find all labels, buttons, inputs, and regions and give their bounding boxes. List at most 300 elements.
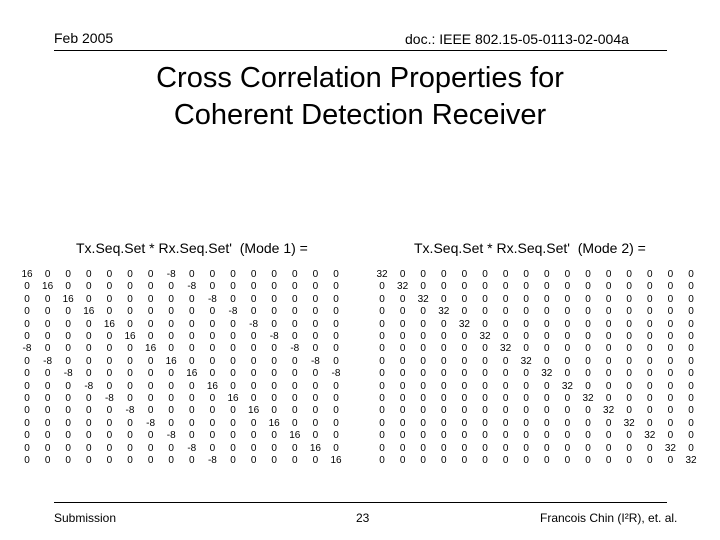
matrix-cell: 0 <box>647 405 653 417</box>
matrix-cell: 0 <box>230 405 236 417</box>
matrix-cell: 0 <box>292 368 298 380</box>
matrix-cell: 0 <box>147 331 154 342</box>
matrix-cell: 16 <box>330 455 342 466</box>
matrix-cell: 0 <box>626 331 632 342</box>
matrix-cell: 0 <box>86 405 92 417</box>
matrix-cell: 0 <box>44 306 51 318</box>
matrix-cell: 0 <box>482 306 488 318</box>
matrix-cell: -8 <box>187 442 197 454</box>
matrix-cell: 0 <box>65 281 71 293</box>
matrix-cell: 0 <box>209 306 216 318</box>
matrix-cell: 0 <box>626 306 632 318</box>
matrix-cell: 0 <box>230 430 236 442</box>
matrix-cell: 0 <box>209 269 216 280</box>
matrix-cell: 0 <box>86 455 92 466</box>
matrix-cell: 0 <box>605 417 612 429</box>
matrix-cell: 0 <box>605 318 612 330</box>
matrix-cell: 32 <box>685 455 697 466</box>
matrix-cell: 0 <box>564 331 571 342</box>
matrix-cell: 0 <box>379 380 385 392</box>
matrix-cell: 0 <box>250 355 257 367</box>
matrix-cell: 16 <box>62 293 74 305</box>
matrix-cell: 0 <box>523 405 529 417</box>
matrix-cell: 0 <box>44 417 51 429</box>
matrix-cell: 0 <box>230 380 236 392</box>
matrix-cell: 0 <box>605 306 612 318</box>
matrix-cell: 0 <box>564 318 571 330</box>
matrix-cell: 0 <box>292 455 298 466</box>
matrix-cell: 0 <box>399 417 406 429</box>
footer-page-number: 23 <box>356 511 370 525</box>
matrix-cell: 0 <box>292 306 298 318</box>
matrix-cell: 0 <box>420 355 426 367</box>
matrix-cell: 0 <box>585 281 591 293</box>
matrix-cell: 0 <box>189 306 195 318</box>
matrix-cell: 0 <box>523 380 529 392</box>
matrix-cell: 0 <box>333 393 339 404</box>
matrix-cell: 0 <box>271 430 277 442</box>
matrix-cell: 0 <box>420 281 426 293</box>
matrix-cell: 0 <box>564 442 571 454</box>
matrix-cell: 0 <box>44 269 51 280</box>
matrix-cell: 0 <box>44 405 51 417</box>
matrix-cell: 0 <box>461 306 468 318</box>
matrix-cell: 0 <box>189 455 195 466</box>
matrix-cell: 0 <box>168 393 174 404</box>
matrix-cell: 0 <box>420 417 426 429</box>
matrix-cell: 0 <box>585 430 591 442</box>
matrix-cell: 0 <box>688 306 694 318</box>
matrix-cell: 0 <box>147 293 154 305</box>
matrix-cell: 0 <box>106 269 113 280</box>
matrix-cell: 0 <box>379 430 385 442</box>
matrix-cell: 0 <box>271 368 277 380</box>
matrix-cell: 0 <box>106 293 113 305</box>
mode2-matrix <box>372 269 712 469</box>
matrix-cell: 0 <box>147 318 154 330</box>
matrix-cell: 0 <box>312 293 319 305</box>
matrix-cell: 0 <box>688 343 694 355</box>
matrix-cell: 0 <box>502 281 509 293</box>
matrix-cell: 0 <box>333 380 339 392</box>
matrix-cell: 0 <box>502 380 509 392</box>
matrix-cell: 0 <box>271 269 277 280</box>
matrix-cell: 0 <box>209 442 216 454</box>
matrix-cell: 0 <box>544 455 550 466</box>
matrix-cell: 0 <box>605 455 612 466</box>
matrix-cell: 0 <box>189 380 195 392</box>
matrix-cell: 0 <box>127 380 133 392</box>
matrix-cell: -8 <box>166 269 176 280</box>
matrix-cell: 0 <box>461 368 468 380</box>
matrix-cell: 0 <box>461 405 468 417</box>
matrix-cell: 0 <box>667 355 674 367</box>
matrix-cell: 0 <box>441 293 447 305</box>
title-line-1: Cross Correlation Properties for <box>156 62 564 94</box>
matrix-cell: 0 <box>333 417 339 429</box>
matrix-cell: 0 <box>168 331 174 342</box>
matrix-cell: 0 <box>65 269 71 280</box>
matrix-cell: 0 <box>44 430 51 442</box>
matrix-cell: 0 <box>292 355 298 367</box>
matrix-cell: 0 <box>420 343 426 355</box>
matrix-cell: 0 <box>647 343 653 355</box>
matrix-cell: 0 <box>44 293 51 305</box>
matrix-cell: 32 <box>582 393 594 404</box>
matrix-cell: 0 <box>564 281 571 293</box>
matrix-cell: 0 <box>482 430 488 442</box>
matrix-cell: 0 <box>647 269 653 280</box>
matrix-cell: 0 <box>44 318 51 330</box>
matrix-cell: 0 <box>168 380 174 392</box>
matrix-cell: 0 <box>667 331 674 342</box>
matrix-cell: 0 <box>24 293 30 305</box>
matrix-cell: 0 <box>271 281 277 293</box>
matrix-cell: 0 <box>65 430 71 442</box>
matrix-cell: 16 <box>268 417 280 429</box>
matrix-cell: 0 <box>312 455 319 466</box>
matrix-cell: 0 <box>292 380 298 392</box>
matrix-cell: 0 <box>250 343 257 355</box>
matrix-cell: 0 <box>230 355 236 367</box>
matrix-cell: 0 <box>312 368 319 380</box>
matrix-cell: 0 <box>461 331 468 342</box>
footer-author: Francois Chin (I²R), et. al. <box>540 511 678 525</box>
matrix-cell: 0 <box>544 442 550 454</box>
matrix-cell: 32 <box>500 343 512 355</box>
matrix-cell: 0 <box>65 442 71 454</box>
matrix-cell: 0 <box>168 442 174 454</box>
matrix-cell: 0 <box>209 331 216 342</box>
matrix-cell: 0 <box>482 293 488 305</box>
matrix-cell: 0 <box>626 343 632 355</box>
mode1-matrix <box>17 269 357 469</box>
matrix-cell: 0 <box>312 281 319 293</box>
matrix-cell: 32 <box>438 306 450 318</box>
matrix-cell: 0 <box>147 269 154 280</box>
matrix-cell: 0 <box>65 331 71 342</box>
matrix-cell: 16 <box>145 343 157 355</box>
matrix-cell: 0 <box>379 318 385 330</box>
matrix-cell: 0 <box>482 393 488 404</box>
matrix-cell: 0 <box>271 393 277 404</box>
matrix-cell: 0 <box>65 343 71 355</box>
matrix-cell: 16 <box>103 318 115 330</box>
matrix-cell: 16 <box>83 306 95 318</box>
matrix-cell: 0 <box>44 368 51 380</box>
matrix-cell: 0 <box>667 293 674 305</box>
matrix-cell: 0 <box>564 306 571 318</box>
matrix-cell: -8 <box>84 380 94 392</box>
matrix-cell: 0 <box>147 393 154 404</box>
matrix-cell: 0 <box>147 368 154 380</box>
matrix-cell: 0 <box>24 393 30 404</box>
matrix-cell: 0 <box>647 368 653 380</box>
matrix-cell: 0 <box>647 355 653 367</box>
matrix-cell: 0 <box>86 417 92 429</box>
matrix-cell: 0 <box>333 355 339 367</box>
matrix-cell: -8 <box>63 368 73 380</box>
matrix-cell: 0 <box>420 269 426 280</box>
matrix-cell: 0 <box>461 281 468 293</box>
matrix-cell: 0 <box>106 380 113 392</box>
matrix-cell: 0 <box>502 442 509 454</box>
matrix-cell: 0 <box>379 306 385 318</box>
matrix-cell: 0 <box>482 405 488 417</box>
matrix-cell: 0 <box>482 269 488 280</box>
matrix-cell: 0 <box>461 442 468 454</box>
matrix-cell: 0 <box>564 430 571 442</box>
matrix-cell: 0 <box>688 368 694 380</box>
matrix-cell: 0 <box>399 355 406 367</box>
matrix-cell: 32 <box>644 430 656 442</box>
matrix-cell: 0 <box>127 455 133 466</box>
matrix-cell: 0 <box>106 368 113 380</box>
matrix-cell: 0 <box>626 355 632 367</box>
matrix-cell: 16 <box>186 368 198 380</box>
matrix-cell: 0 <box>106 455 113 466</box>
matrix-cell: 0 <box>523 368 529 380</box>
matrix-cell: 0 <box>65 393 71 404</box>
matrix-cell: 0 <box>230 293 236 305</box>
matrix-cell: 0 <box>168 318 174 330</box>
matrix-cell: 0 <box>523 269 529 280</box>
matrix-cell: 0 <box>189 318 195 330</box>
matrix-cell: 0 <box>147 355 154 367</box>
matrix-cell: 0 <box>250 331 257 342</box>
matrix-cell: 0 <box>292 417 298 429</box>
matrix-cell: 16 <box>227 393 239 404</box>
matrix-cell: 16 <box>248 405 260 417</box>
matrix-cell: -8 <box>146 417 156 429</box>
matrix-cell: 0 <box>564 355 571 367</box>
matrix-cell: 0 <box>250 293 257 305</box>
matrix-cell: 0 <box>523 293 529 305</box>
matrix-cell: 0 <box>605 269 612 280</box>
matrix-cell: 0 <box>147 380 154 392</box>
matrix-cell: 0 <box>106 417 113 429</box>
matrix-cell: 0 <box>127 343 133 355</box>
matrix-cell: 0 <box>564 417 571 429</box>
matrix-cell: 0 <box>271 442 277 454</box>
matrix-cell: 0 <box>502 430 509 442</box>
matrix-cell: 0 <box>292 293 298 305</box>
matrix-cell: 0 <box>86 368 92 380</box>
matrix-cell: 0 <box>502 355 509 367</box>
matrix-cell: 0 <box>482 455 488 466</box>
matrix-cell: 0 <box>168 455 174 466</box>
matrix-cell: 0 <box>24 455 30 466</box>
matrix-cell: 0 <box>482 442 488 454</box>
matrix-cell: 0 <box>461 417 468 429</box>
matrix-cell: 0 <box>168 281 174 293</box>
matrix-cell: 0 <box>688 331 694 342</box>
matrix-cell: 0 <box>312 380 319 392</box>
matrix-cell: 0 <box>502 318 509 330</box>
matrix-cell: 0 <box>461 455 468 466</box>
matrix-cell: 0 <box>502 455 509 466</box>
matrix-cell: 0 <box>605 442 612 454</box>
matrix-cell: 0 <box>564 293 571 305</box>
matrix-cell: 0 <box>189 293 195 305</box>
matrix-cell: 0 <box>250 306 257 318</box>
matrix-cell: 0 <box>626 269 632 280</box>
matrix-cell: 0 <box>292 331 298 342</box>
matrix-cell: 0 <box>667 368 674 380</box>
matrix-cell: 0 <box>420 455 426 466</box>
matrix-cell: 0 <box>189 343 195 355</box>
matrix-cell: 0 <box>544 306 550 318</box>
matrix-cell: 0 <box>482 343 488 355</box>
matrix-cell: 0 <box>461 380 468 392</box>
matrix-cell: 0 <box>24 442 30 454</box>
matrix-cell: 0 <box>44 331 51 342</box>
matrix-cell: -8 <box>22 343 32 355</box>
matrix-cell: -8 <box>125 405 135 417</box>
matrix-cell: 0 <box>399 269 406 280</box>
matrix-cell: 0 <box>605 430 612 442</box>
matrix-cell: 0 <box>250 281 257 293</box>
matrix-cell: 0 <box>168 368 174 380</box>
matrix-cell: 0 <box>147 442 154 454</box>
matrix-cell: 16 <box>42 281 54 293</box>
matrix-cell: 0 <box>420 405 426 417</box>
matrix-cell: 0 <box>230 343 236 355</box>
matrix-cell: 0 <box>271 318 277 330</box>
header-doc-id: doc.: IEEE 802.15-05-0113-02-004a <box>405 31 629 47</box>
matrix-cell: 0 <box>482 281 488 293</box>
matrix-cell: 0 <box>441 442 447 454</box>
matrix-cell: 0 <box>147 405 154 417</box>
matrix-cell: 0 <box>544 405 550 417</box>
matrix-cell: 0 <box>688 269 694 280</box>
matrix-cell: 0 <box>399 430 406 442</box>
matrix-cell: 0 <box>106 442 113 454</box>
matrix-cell: 0 <box>420 318 426 330</box>
matrix-cell: 0 <box>441 405 447 417</box>
matrix-cell: 0 <box>523 306 529 318</box>
matrix-cell: 0 <box>688 380 694 392</box>
matrix-cell: 0 <box>106 331 113 342</box>
matrix-cell: 0 <box>441 331 447 342</box>
matrix-cell: 0 <box>647 331 653 342</box>
matrix-cell: 0 <box>564 455 571 466</box>
matrix-cell: 0 <box>230 455 236 466</box>
matrix-cell: 0 <box>147 455 154 466</box>
matrix-cell: 0 <box>564 343 571 355</box>
matrix-cell: 0 <box>379 405 385 417</box>
matrix-cell: 0 <box>312 405 319 417</box>
matrix-cell: 0 <box>189 417 195 429</box>
matrix-cell: 0 <box>44 393 51 404</box>
matrix-cell: 0 <box>667 455 674 466</box>
matrix-cell: 0 <box>189 355 195 367</box>
matrix-cell: 0 <box>379 293 385 305</box>
matrix-cell: 0 <box>333 269 339 280</box>
matrix-cell: 0 <box>379 331 385 342</box>
matrix-cell: 32 <box>520 355 532 367</box>
matrix-cell: 0 <box>333 430 339 442</box>
matrix-cell: 0 <box>667 430 674 442</box>
title-line-2: Coherent Detection Receiver <box>173 99 547 131</box>
matrix-cell: 0 <box>502 331 509 342</box>
matrix-cell: 0 <box>544 331 550 342</box>
matrix-cell: 0 <box>168 417 174 429</box>
matrix-cell: 0 <box>127 293 133 305</box>
matrix-cell: 0 <box>168 293 174 305</box>
matrix-cell: 0 <box>24 417 30 429</box>
matrix-cell: 0 <box>523 331 529 342</box>
matrix-cell: 0 <box>564 405 571 417</box>
matrix-cell: 0 <box>523 343 529 355</box>
matrix-cell: 0 <box>127 368 133 380</box>
matrix-cell: 0 <box>585 380 591 392</box>
matrix-cell: 0 <box>544 380 550 392</box>
matrix-cell: 0 <box>667 306 674 318</box>
matrix-cell: 0 <box>647 393 653 404</box>
matrix-cell: 0 <box>230 331 236 342</box>
matrix-cell: 0 <box>44 343 51 355</box>
matrix-cell: 0 <box>441 455 447 466</box>
matrix-cell: 0 <box>441 318 447 330</box>
matrix-cell: 0 <box>44 455 51 466</box>
matrix-cell: 0 <box>65 380 71 392</box>
matrix-cell: 0 <box>333 281 339 293</box>
matrix-cell: 0 <box>585 343 591 355</box>
matrix-cell: 0 <box>461 293 468 305</box>
matrix-cell: 0 <box>667 417 674 429</box>
matrix-cell: 0 <box>420 430 426 442</box>
matrix-cell: 0 <box>441 269 447 280</box>
matrix-cell: 0 <box>585 331 591 342</box>
matrix-cell: -8 <box>310 355 320 367</box>
matrix-cell: 0 <box>647 380 653 392</box>
matrix-cell: 0 <box>605 368 612 380</box>
matrix-cell: 0 <box>86 343 92 355</box>
matrix-cell: -8 <box>43 355 53 367</box>
matrix-cell: 0 <box>399 318 406 330</box>
matrix-cell: 0 <box>209 393 216 404</box>
matrix-cell: 16 <box>206 380 218 392</box>
matrix-cell: 0 <box>482 380 488 392</box>
matrix-cell: -8 <box>269 331 279 342</box>
matrix-cell: 0 <box>292 393 298 404</box>
matrix-cell: 0 <box>647 281 653 293</box>
matrix-cell: 0 <box>626 293 632 305</box>
matrix-cell: 16 <box>21 269 33 280</box>
matrix-cell: 0 <box>379 417 385 429</box>
matrix-cell: 32 <box>397 281 409 293</box>
matrix-cell: 0 <box>127 393 133 404</box>
matrix-cell: 0 <box>544 417 550 429</box>
matrix-cell: 0 <box>502 405 509 417</box>
matrix-cell: 0 <box>230 368 236 380</box>
matrix-cell: 0 <box>585 405 591 417</box>
matrix-cell: 32 <box>561 380 573 392</box>
matrix-cell: 0 <box>292 405 298 417</box>
matrix-cell: 0 <box>399 455 406 466</box>
matrix-cell: 0 <box>24 355 30 367</box>
matrix-cell: 0 <box>667 318 674 330</box>
matrix-cell: 0 <box>65 405 71 417</box>
matrix-cell: -8 <box>290 343 300 355</box>
matrix-cell: 0 <box>544 281 550 293</box>
matrix-cell: -8 <box>166 430 176 442</box>
matrix-cell: 0 <box>441 417 447 429</box>
footer-submission: Submission <box>54 511 117 525</box>
matrix-cell: 0 <box>333 331 339 342</box>
matrix-cell: 0 <box>688 417 694 429</box>
